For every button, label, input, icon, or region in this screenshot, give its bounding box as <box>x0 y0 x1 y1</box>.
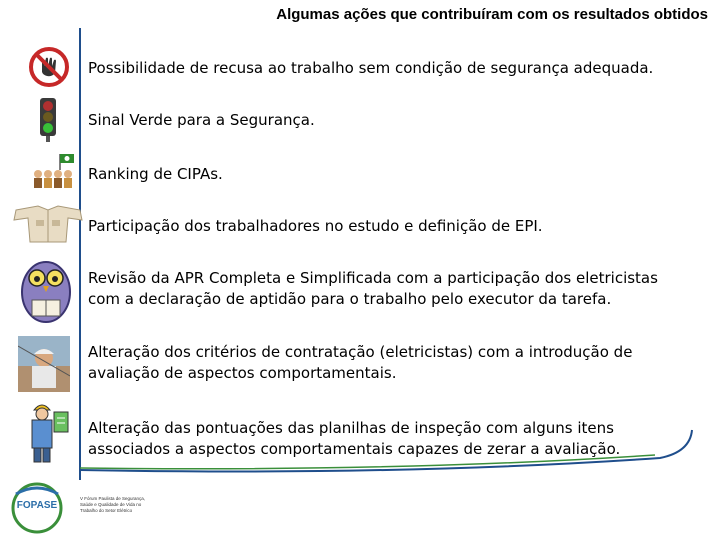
footer-logo-text: FOPASE <box>16 500 58 511</box>
action-item-3: Ranking de CIPAs. <box>88 165 223 183</box>
team-flag-icon <box>30 150 78 192</box>
footer-line-3: Trabalho do Setor Elétrico <box>80 508 133 513</box>
owl-reading-icon <box>14 252 78 326</box>
action-item-7: Alteração das pontuações das planilhas de inspeção com alguns itens associados a aspectos comportamentais capazes de zerar a avaliação. <box>88 419 621 458</box>
traffic-light-icon <box>36 96 60 142</box>
worker-clipboard-icon <box>22 398 72 464</box>
slide-title: Algumas ações que contribuíram com os resultados obtidos <box>276 6 708 23</box>
left-divider-line <box>79 28 81 480</box>
action-item-2: Sinal Verde para a Segurança. <box>88 111 315 129</box>
action-item-5: Revisão da APR Completa e Simplificada com a participação dos eletricistas com a declaração de aptidão para o trabalho pelo executor da tarefa. <box>88 269 658 308</box>
electrician-photo-icon <box>18 336 70 392</box>
action-item-1: Possibilidade de recusa ao trabalho sem condição de segurança adequada. <box>88 59 654 77</box>
footer-line-1: V Fórum Paulista de Segurança, <box>80 496 146 501</box>
protective-clothing-icon <box>10 200 86 246</box>
action-item-4: Participação dos trabalhadores no estudo e definição de EPI. <box>88 217 543 235</box>
action-item-6: Alteração dos critérios de contratação (eletricistas) com a introdução de avaliação de aspectos comportamentais. <box>88 343 633 382</box>
footer-caption <box>80 496 160 514</box>
footer-line-2: Saúde e Qualidade de Vida no <box>80 502 142 507</box>
no-hand-prohibition-icon <box>28 46 70 88</box>
